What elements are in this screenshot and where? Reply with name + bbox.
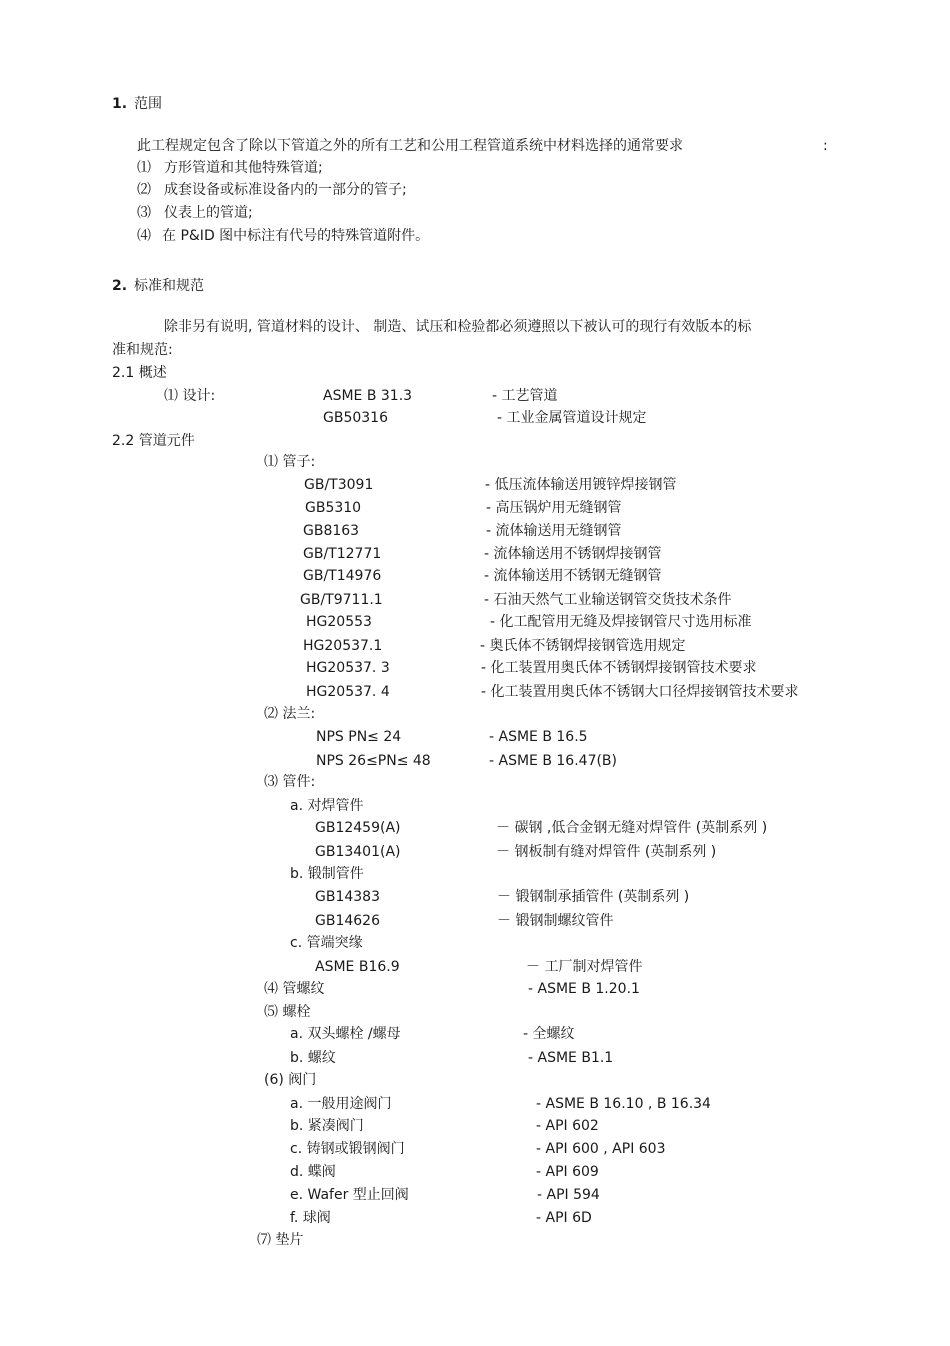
standard-code: HG20537. 3 bbox=[306, 660, 390, 676]
valve-item: d. 蝶阀 bbox=[290, 1164, 336, 1180]
fittings-label: ⑶ 管件: bbox=[264, 774, 316, 790]
standard-code: GB13401(A) bbox=[315, 844, 401, 860]
valve-item: a. 一般用途阀门 bbox=[290, 1096, 392, 1112]
gaskets-label: ⑺ 垫片 bbox=[257, 1232, 304, 1248]
standard-desc: - 流体输送用无缝钢管 bbox=[486, 523, 622, 539]
standard-desc: - API 600 , API 603 bbox=[536, 1141, 666, 1157]
standard-desc: - 高压锅炉用无缝钢管 bbox=[486, 500, 622, 516]
standard-desc: - API 602 bbox=[536, 1118, 599, 1134]
standard-code: HG20553 bbox=[306, 614, 372, 630]
section-2-intro-line-2: 准和规范: bbox=[112, 342, 173, 358]
standard-code: GB/T12771 bbox=[303, 546, 382, 562]
standard-desc: - 低压流体输送用镀锌焊接钢管 bbox=[485, 477, 677, 493]
standard-desc: - 流体输送用不锈钢焊接钢管 bbox=[484, 546, 662, 562]
standard-desc: - ASME B 16.5 bbox=[489, 729, 588, 745]
standard-code: NPS 26≤PN≤ 48 bbox=[316, 753, 431, 769]
section-1-title: 范围 bbox=[134, 96, 162, 112]
standard-desc: - 奥氏体不锈钢焊接钢管选用规定 bbox=[480, 638, 686, 654]
standard-desc: － 碳钢 ,低合金钢无缝对焊管件 (英制系列 ) bbox=[496, 820, 768, 836]
standard-code: GB/T3091 bbox=[304, 477, 374, 493]
standard-code: GB5310 bbox=[305, 500, 362, 516]
standard-desc: - API 609 bbox=[536, 1164, 599, 1180]
standard-code: HG20537. 4 bbox=[306, 684, 390, 700]
standard-code: ASME B 31.3 bbox=[323, 388, 413, 404]
standard-code: HG20537.1 bbox=[303, 638, 383, 654]
standard-desc: - ASME B1.1 bbox=[528, 1050, 614, 1066]
standard-desc: - API 6D bbox=[536, 1210, 592, 1226]
bolts-item: b. 螺纹 bbox=[290, 1050, 336, 1066]
design-label: ⑴ 设计: bbox=[164, 388, 216, 404]
standard-code: NPS PN≤ 24 bbox=[316, 729, 402, 745]
subsection-2-2-heading: 2.2 管道元件 bbox=[112, 433, 195, 449]
scope-item-num: ⑶ bbox=[137, 205, 151, 221]
fittings-sub-label: b. 锻制管件 bbox=[290, 866, 364, 882]
section-1-number: 1. bbox=[112, 96, 128, 112]
subsection-2-1-heading: 2.1 概述 bbox=[112, 365, 167, 381]
section-2-number: 2. bbox=[112, 278, 128, 294]
valve-item: e. Wafer 型止回阀 bbox=[290, 1187, 409, 1203]
scope-item-text: 成套设备或标准设备内的一部分的管子; bbox=[164, 182, 407, 198]
standard-desc: - 工业金属管道设计规定 bbox=[497, 410, 647, 426]
section-2-title: 标准和规范 bbox=[134, 278, 204, 294]
standard-desc: - ASME B 1.20.1 bbox=[528, 981, 640, 997]
standard-code: GB8163 bbox=[303, 523, 360, 539]
standard-desc: － 钢板制有缝对焊管件 (英制系列 ) bbox=[496, 844, 717, 860]
standard-code: GB12459(A) bbox=[315, 820, 401, 836]
bolts-label: ⑸ 螺栓 bbox=[264, 1004, 311, 1020]
standard-desc: - ASME B 16.10 , B 16.34 bbox=[536, 1096, 711, 1112]
section-1-intro: 此工程规定包含了除以下管道之外的所有工艺和公用工程管道系统中材料选择的通常要求 bbox=[137, 138, 683, 154]
fittings-sub-label: a. 对焊管件 bbox=[290, 798, 364, 814]
valve-item: b. 紧凑阀门 bbox=[290, 1118, 364, 1134]
scope-item-num: ⑵ bbox=[137, 182, 151, 198]
standard-desc: - API 594 bbox=[537, 1187, 600, 1203]
standard-code: ASME B16.9 bbox=[315, 959, 400, 975]
standard-desc: － 锻钢制承插管件 (英制系列 ) bbox=[497, 889, 690, 905]
standard-desc: - 石油天然气工业输送钢管交货技术条件 bbox=[484, 592, 732, 608]
scope-item-num: ⑴ bbox=[137, 160, 151, 176]
standard-code: GB/T14976 bbox=[303, 568, 382, 584]
valve-item: f. 球阀 bbox=[290, 1210, 331, 1226]
standard-desc: - 全螺纹 bbox=[523, 1026, 575, 1042]
flanges-label: ⑵ 法兰: bbox=[264, 706, 316, 722]
scope-item-text: 方形管道和其他特殊管道; bbox=[164, 160, 323, 176]
standard-desc: - ASME B 16.47(B) bbox=[489, 753, 618, 769]
scope-item-text: 仪表上的管道; bbox=[164, 205, 253, 221]
valves-label: (6) 阀门 bbox=[264, 1072, 317, 1088]
standard-desc: - 化工配管用无缝及焊接钢管尺寸选用标准 bbox=[490, 614, 752, 630]
section-2-intro-line-1: 除非另有说明, 管道材料的设计、 制造、试压和检验都必须遵照以下被认可的现行有效版本的标 bbox=[164, 319, 752, 335]
fittings-sub-label: c. 管端突缘 bbox=[290, 935, 363, 951]
standard-code: GB/T9711.1 bbox=[300, 592, 383, 608]
scope-item-text: 在 P&ID 图中标注有代号的特殊管道附件。 bbox=[162, 228, 430, 244]
pipes-label: ⑴ 管子: bbox=[264, 454, 316, 470]
bolts-item: a. 双头螺栓 /螺母 bbox=[290, 1026, 401, 1042]
standard-desc: － 锻钢制螺纹管件 bbox=[497, 913, 614, 929]
section-1-intro-colon: : bbox=[823, 138, 828, 154]
standard-desc: - 化工装置用奥氏体不锈钢大口径焊接钢管技术要求 bbox=[481, 684, 799, 700]
threads-label: ⑷ 管螺纹 bbox=[264, 981, 325, 997]
standard-code: GB14626 bbox=[315, 913, 380, 929]
standard-desc: － 工厂制对焊管件 bbox=[526, 959, 643, 975]
standard-desc: - 工艺管道 bbox=[492, 388, 558, 404]
standard-desc: - 化工装置用奥氏体不锈钢焊接钢管技术要求 bbox=[481, 660, 757, 676]
scope-item-num: ⑷ bbox=[137, 228, 151, 244]
standard-desc: - 流体输送用不锈钢无缝钢管 bbox=[484, 568, 662, 584]
standard-code: GB50316 bbox=[323, 410, 388, 426]
standard-code: GB14383 bbox=[315, 889, 380, 905]
valve-item: c. 铸钢或锻钢阀门 bbox=[290, 1141, 405, 1157]
